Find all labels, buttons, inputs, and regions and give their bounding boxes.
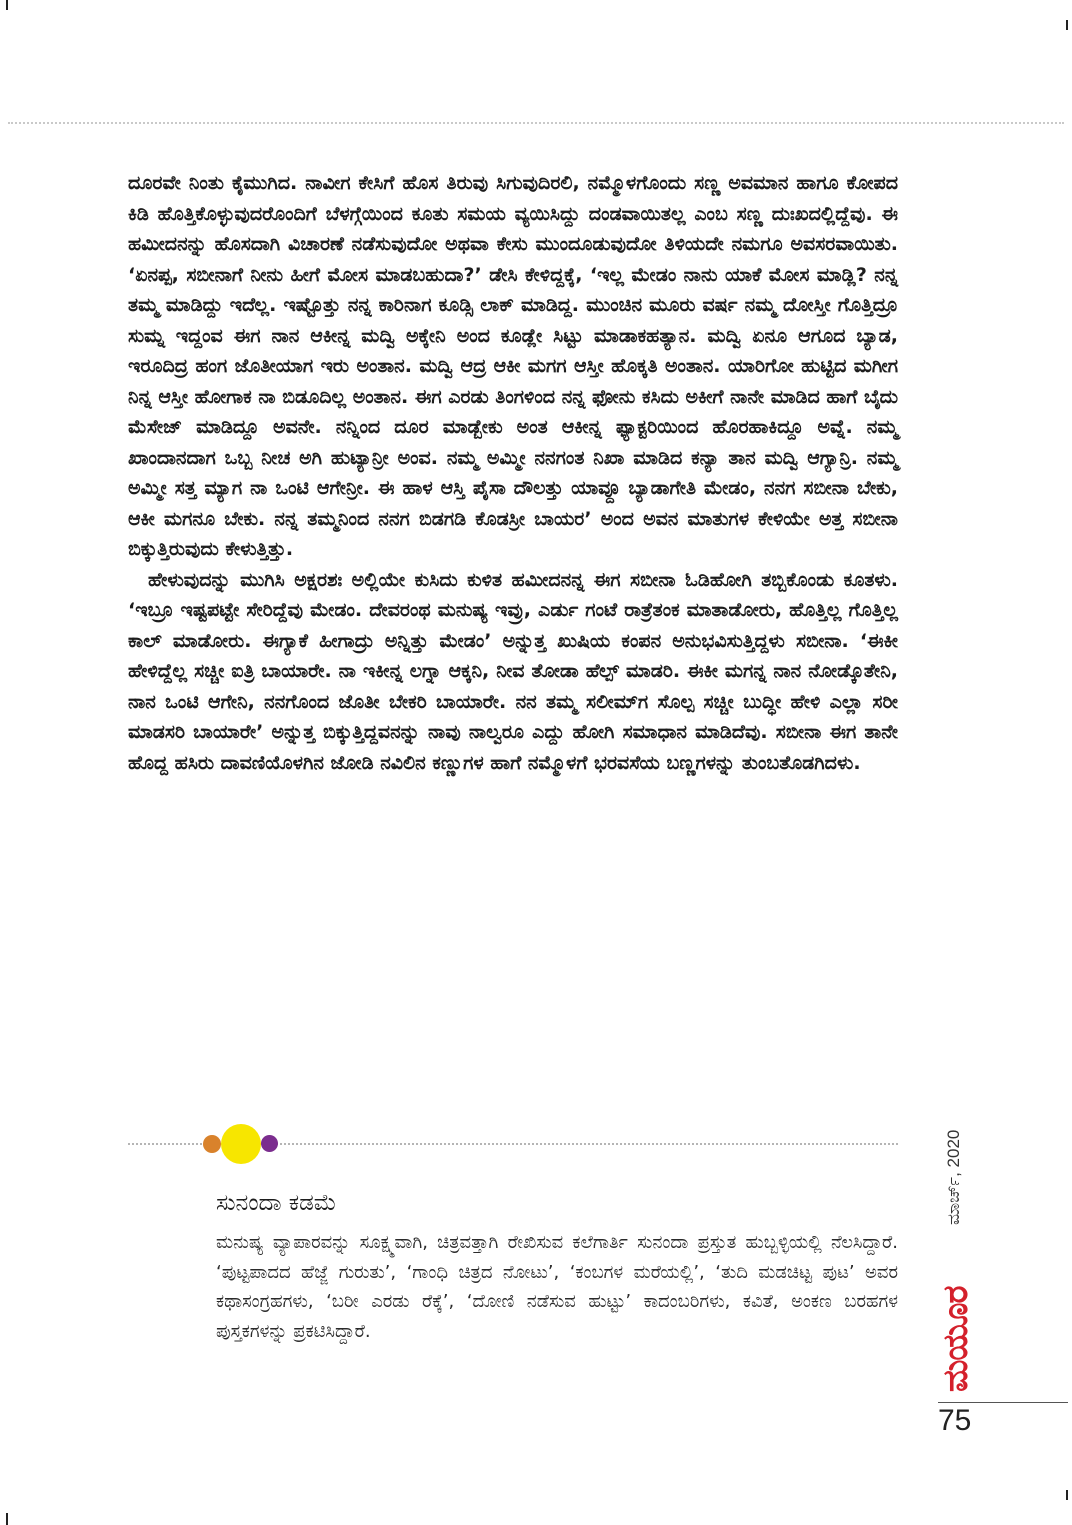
magazine-logo: ಮಯೂರ — [936, 1286, 976, 1392]
article-paragraph-2: ಹೇಳುವುದನ್ನು ಮುಗಿಸಿ ಅಕ್ಷರಶಃ ಅಲ್ಲಿಯೇ ಕುಸಿದು ಕುಳಿತ ಹಮೀದನನ್ನ ಈಗ ಸಬೀನಾ ಓಡಿಹೋಗಿ ತಬ್ಬಿಕೊಂಡು ಕೂತಳು. ‘ಇಬ್ರೂ ಇಷ್ಟಪಟ್ಟೇ ಸೇರಿದ್ದೆವು ಮೇಡಂ. ದೇವರಂಥ ಮನುಷ್ಯ ಇವ್ರು, ಎರ್ಡು ಗಂಟೆ ರಾತ್ರೆತಂಕ ಮಾತಾಡೋರು, ಹೊತ್ತಿಲ್ಲ ಗೊತ್ತಿಲ್ಲ ಕಾಲ್ ಮಾಡೋರು. ಈಗ್ಯಾಕೆ ಹೀಗಾದ್ರು ಅನ್ನಿತ್ತು ಮೇಡಂ’ ಅನ್ನುತ್ತ ಖುಷಿಯ ಕಂಪನ ಅನುಭವಿಸುತ್ತಿದ್ದಳು ಸಬೀನಾ. ‘ಈಕೀ ಹೇಳಿದ್ದೆಲ್ಲ ಸಚ್ಚೀ ಐತ್ರಿ ಬಾಯಾರೇ. ನಾ ಇಕೀನ್ನ ಲಗ್ನಾ ಆಕ್ಕನಿ, ನೀವ ತೋಡಾ ಹೆಲ್ಪ್ ಮಾಡರಿ. ಈಕೀ ಮಗನ್ನ ನಾನ ನೋಡ್ಕೊತೇನಿ, ನಾನ ಒಂಟಿ ಆಗೇನಿ, ನನಗೊಂದ ಜೊತೀ ಬೇಕರಿ ಬಾಯಾರೇ. ನನ ತಮ್ಮ ಸಲೀಮ್‌ಗ ಸೊಲ್ಪ ಸಚ್ಚೀ ಬುದ್ಧೀ ಹೇಳಿ ಎಲ್ಲಾ ಸರೀ ಮಾಡಸರಿ ಬಾಯಾರೇ’ ಅನ್ನುತ್ತ ಬಿಕ್ಕುತ್ತಿದ್ದವನನ್ನು ನಾವು ನಾಲ್ವರೂ ಎದ್ದು ಹೋಗಿ ಸಮಾಧಾನ ಮಾಡಿದೆವು. ಸಬೀನಾ ಈಗ ತಾನೇ ಹೊದ್ದ ಹಸಿರು ದಾವಣಿಯೊಳಗಿನ ಜೋಡಿ ನವಿಲಿನ ಕಣ್ಣುಗಳ ಹಾಗೆ ನಮ್ಮೊಳಗೆ ಭರವಸೆಯ ಬಣ್ಣಗಳನ್ನು ತುಂಬತೊಡಗಿದಳು. — [128, 568, 898, 774]
article-paragraph-1: ದೂರವೇ ನಿಂತು ಕೈಮುಗಿದ. ನಾವೀಗ ಕೇಸಿಗೆ ಹೊಸ ತಿರುವು ಸಿಗುವುದಿರಲಿ, ನಮ್ಮೊಳಗೊಂದು ಸಣ್ಣ ಅವಮಾನ ಹಾಗೂ ಕೋಪದ ಕಿಡಿ ಹೊತ್ತಿಕೊಳ್ಳುವುದರೊಂದಿಗೆ ಬೆಳಗ್ಗೆಯಿಂದ ಕೂತು ಸಮಯ ವ್ಯಯಿಸಿದ್ದು ದಂಡವಾಯಿತಲ್ಲ ಎಂಬ ಸಣ್ಣ ದುಃಖದಲ್ಲಿದ್ದೆವು. ಈ ಹಮೀದನನ್ನು ಹೊಸದಾಗಿ ವಿಚಾರಣೆ ನಡೆಸುವುದೋ ಅಥವಾ ಕೇಸು ಮುಂದೂಡುವುದೋ ತಿಳಿಯದೇ ನಮಗೂ ಅವಸರವಾಯಿತು. ‘ಏನಪ್ಪ, ಸಬೀನಾಗೆ ನೀನು ಹೀಗೆ ಮೋಸ ಮಾಡಬಹುದಾ?’ ಡೇಸಿ ಕೇಳಿದ್ದಕ್ಕೆ, ‘ಇಲ್ಲ ಮೇಡಂ ನಾನು ಯಾಕೆ ಮೋಸ ಮಾಡ್ಲಿ? ನನ್ನ ತಮ್ಮ ಮಾಡಿದ್ದು ಇದೆಲ್ಲ. ಇಷ್ಟೊತ್ತು ನನ್ನ ಕಾರಿನಾಗ ಕೂಡ್ಸಿ ಲಾಕ್ ಮಾಡಿದ್ದ. ಮುಂಚಿನ ಮೂರು ವರ್ಷ ನಮ್ಮ ದೋಸ್ತೀ ಗೊತ್ತಿದ್ರೂ ಸುಮ್ನ ಇದ್ದಂವ ಈಗ ನಾನ ಆಕೀನ್ನ ಮದ್ವಿ ಅಕ್ಕೇನಿ ಅಂದ ಕೂಡ್ಲೇ ಸಿಟ್ಟು ಮಾಡಾಕಹತ್ಯಾನ. ಮದ್ವಿ ಏನೂ ಆಗೂದ ಬ್ಯಾಡ, ಇರೂದಿದ್ರ ಹಂಗ ಜೊತೀಯಾಗ ಇರು ಅಂತಾನ. ಮದ್ವಿ ಆದ್ರ ಆಕೀ ಮಗಗ ಆಸ್ತೀ ಹೊಕ್ಕತಿ ಅಂತಾನ. ಯಾರಿಗೋ ಹುಟ್ಟಿದ ಮಗೀಗ ನಿನ್ನ ಆಸ್ತೀ ಹೋಗಾಕ ನಾ ಬಿಡೂದಿಲ್ಲ ಅಂತಾನ. ಈಗ ಎರಡು ತಿಂಗಳಿಂದ ನನ್ನ ಫೋನು ಕಸಿದು ಅಕೀಗೆ ನಾನೇ ಮಾಡಿದ ಹಾಗೆ ಬೈದು ಮೆಸೇಜ್ ಮಾಡಿದ್ದೂ ಅವನೇ. ನನ್ನಿಂದ ದೂರ ಮಾಡ್ಬೇಕು ಅಂತ ಆಕೀನ್ನ ಫ್ಯಾಕ್ಟರಿಯಿಂದ ಹೊರಹಾಕಿದ್ದೂ ಅವ್ನೆ. ನಮ್ಮ ಖಾಂದಾನದಾಗ ಒಬ್ಬ ನೀಚ ಅಗಿ ಹುಟ್ಯಾನ್ರೀ ಅಂವ. ನಮ್ಮ ಅಮ್ಮೀ ನನಗಂತ ನಿಖಾ ಮಾಡಿದ ಕನ್ಯಾ ತಾನ ಮದ್ವಿ ಆಗ್ಯಾನ್ರಿ. ನಮ್ಮ ಅಮ್ಮೀ ಸತ್ತ ಮ್ಯಾಗ ನಾ ಒಂಟಿ ಆಗೇನ್ರೀ. ಈ ಹಾಳ ಆಸ್ತಿ ಪೈಸಾ ದೌಲತ್ತು ಯಾವ್ದೂ ಬ್ಯಾಡಾಗೇತಿ ಮೇಡಂ, ನನಗ ಸಬೀನಾ ಬೇಕು, ಆಕೀ ಮಗನೂ ಬೇಕು. ನನ್ನ ತಮ್ಮನಿಂದ ನನಗ ಬಿಡಗಡಿ ಕೊಡಸ್ರೀ ಬಾಯರ’ ಅಂದ ಅವನ ಮಾತುಗಳ ಕೇಳಿಯೇ ಅತ್ತ ಸಬೀನಾ ಬಿಕ್ಕುತ್ತಿರುವುದು ಕೇಳುತ್ತಿತ್ತು. — [128, 172, 898, 560]
author-bio: ಮನುಷ್ಯ ವ್ಯಾಪಾರವನ್ನು ಸೂಕ್ಷ್ಮವಾಗಿ, ಚಿತ್ರವತ್ತಾಗಿ ರೇಖಿಸುವ ಕಲೆಗಾರ್ತಿ ಸುನಂದಾ ಪ್ರಸ್ತುತ ಹುಬ್ಬಳ್ಳಿಯಲ್ಲಿ ನೆಲಸಿದ್ದಾರೆ. ‘ಪುಟ್ಟಪಾದದ ಹೆಜ್ಜೆ ಗುರುತು’, ‘ಗಾಂಧಿ ಚಿತ್ರದ ನೋಟು’, ‘ಕಂಬಗಳ ಮರೆಯಲ್ಲಿ’, ‘ತುದಿ ಮಡಚಿಟ್ಟ ಪುಟ’ ಅವರ ಕಥಾಸಂಗ್ರಹಗಳು, ‘ಬರೀ ಎರಡು ರೆಕ್ಕೆ’, ‘ದೋಣಿ ನಡೆಸುವ ಹುಟ್ಟು’ ಕಾದಂಬರಿಗಳು, ಕವಿತೆ, ಅಂಕಣ ಬರಹಗಳ ಪುಸ್ತಕಗಳನ್ನು ಪ್ರಕಟಿಸಿದ್ದಾರೆ. — [216, 1232, 898, 1342]
issue-date: ಮಾರ್ಚ್, 2020 — [944, 1129, 963, 1225]
page-number-rule — [938, 1402, 1068, 1403]
yellow-dot-ornament — [221, 1124, 261, 1164]
top-dotted-rule — [8, 122, 1064, 124]
crop-mark-top-left — [6, 0, 8, 10]
orange-dot-ornament — [203, 1135, 221, 1153]
crop-mark-bottom-left — [6, 1513, 8, 1525]
crop-mark-top-right — [1066, 20, 1068, 30]
article-body — [128, 168, 898, 778]
author-name: ಸುನಂದಾ ಕಡಮೆ — [216, 1190, 337, 1216]
purple-dot-ornament — [261, 1135, 278, 1152]
crop-mark-bottom-right — [1066, 1490, 1068, 1500]
page-number: 75 — [938, 1404, 972, 1437]
